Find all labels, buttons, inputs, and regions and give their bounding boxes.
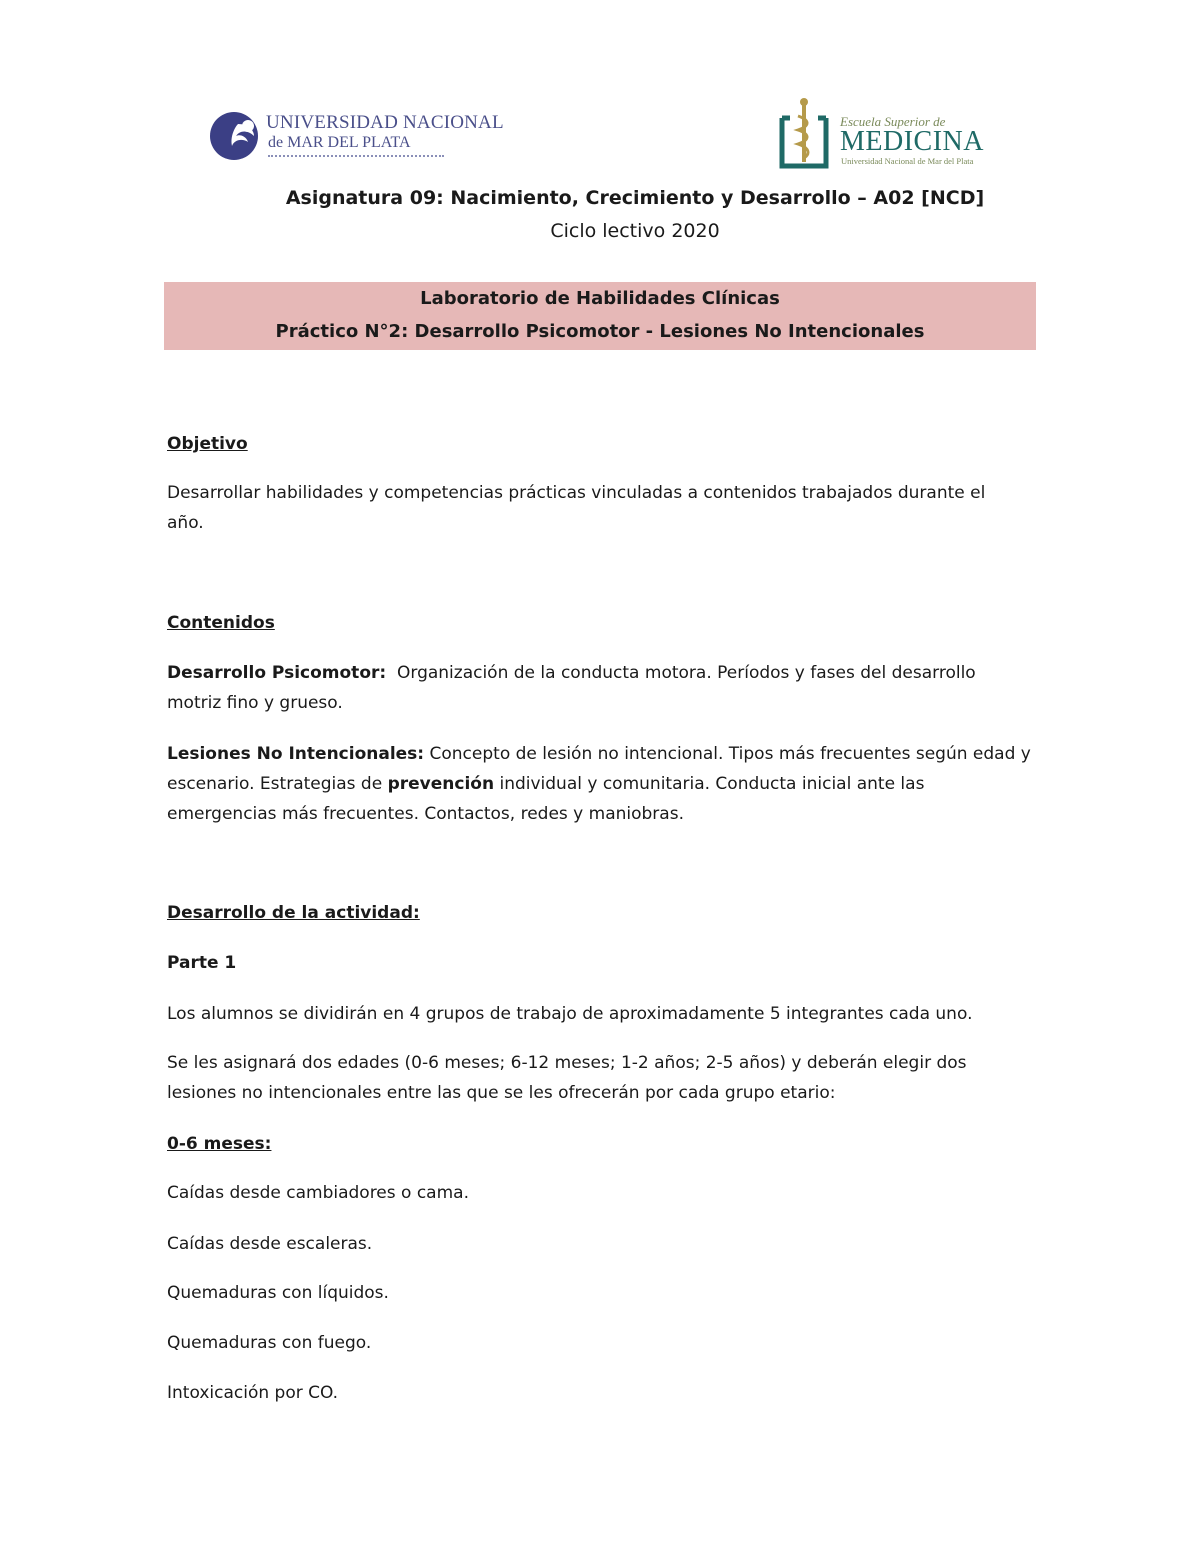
medicina-logo [776, 96, 990, 172]
unmdp-name-line2: de MAR DEL PLATA [268, 134, 411, 151]
prevencion-bold: prevención [387, 774, 495, 794]
lesion-list-item: Quemaduras con fuego. [167, 1333, 372, 1353]
objetivo-text-line2: año. [167, 513, 204, 533]
contenido-lesiones-line1 [167, 739, 1031, 769]
medicina-caduceus-logo-icon [776, 96, 832, 172]
unmdp-name-line1: UNIVERSIDAD NACIONAL [266, 112, 504, 133]
age-group-heading: 0-6 meses: [167, 1134, 272, 1154]
parte-1-heading: Parte 1 [167, 953, 237, 973]
lesion-list-item: Intoxicación por CO. [167, 1383, 339, 1403]
lesion-list-item: Quemaduras con líquidos. [167, 1283, 389, 1303]
unmdp-wave-logo-icon [208, 110, 260, 162]
unmdp-logo [208, 108, 504, 164]
lesion-list-item: Caídas desde escaleras. [167, 1234, 373, 1254]
lesiones-label: Lesiones No Intencionales: [167, 744, 425, 764]
objetivo-text-line1: Desarrollar habilidades y competencias prácticas vinculadas a contenidos trabajados durante el [167, 483, 986, 503]
unmdp-dotted-rule [268, 155, 444, 160]
asignatura-title: Asignatura 09: Nacimiento, Crecimiento y Desarrollo – A02 [NCD] [285, 187, 985, 209]
contenidos-heading: Contenidos [167, 613, 275, 633]
medicina-title-text: MEDICINA [840, 126, 984, 157]
actividad-heading: Desarrollo de la actividad: [167, 903, 420, 923]
lesiones-text-a: escenario. Estrategias de [167, 774, 388, 794]
lab-title-box [164, 282, 1036, 350]
medicina-universidad-text: Universidad Nacional de Mar del Plata [841, 156, 974, 166]
actividad-paragraph-2-line1: Se les asignará dos edades (0-6 meses; 6-12 meses; 1-2 años; 2-5 años) y deberán elegir dos [167, 1053, 967, 1073]
psicomotor-label: Desarrollo Psicomotor: [167, 663, 387, 683]
lesiones-text-c: individual y comunitaria. Conducta inicial ante las [494, 774, 925, 794]
lesion-list-item: Caídas desde cambiadores o cama. [167, 1183, 469, 1203]
contenido-lesiones-line3: emergencias más frecuentes. Contactos, redes y maniobras. [167, 804, 684, 824]
medicina-escuela-text: Escuela Superior de [840, 114, 946, 129]
lesiones-text: Concepto de lesión no intencional. Tipos más frecuentes según edad y [424, 744, 1031, 764]
lab-title: Laboratorio de Habilidades Clínicas [420, 288, 780, 309]
psicomotor-text: Organización de la conducta motora. Períodos y fases del desarrollo [386, 663, 976, 683]
contenido-psicomotor-line2: motriz fino y grueso. [167, 693, 343, 713]
contenido-lesiones-line2 [167, 769, 924, 799]
objetivo-heading: Objetivo [167, 434, 248, 454]
actividad-paragraph-1: Los alumnos se dividirán en 4 grupos de trabajo de aproximadamente 5 integrantes cada uno. [167, 1004, 973, 1024]
contenido-psicomotor-line1 [167, 658, 976, 688]
ciclo-lectivo: Ciclo lectivo 2020 [550, 220, 720, 242]
practico-title: Práctico N°2: Desarrollo Psicomotor - Lesiones No Intencionales [275, 321, 925, 342]
actividad-paragraph-2-line2: lesiones no intencionales entre las que se les ofrecerán por cada grupo etario: [167, 1083, 836, 1103]
